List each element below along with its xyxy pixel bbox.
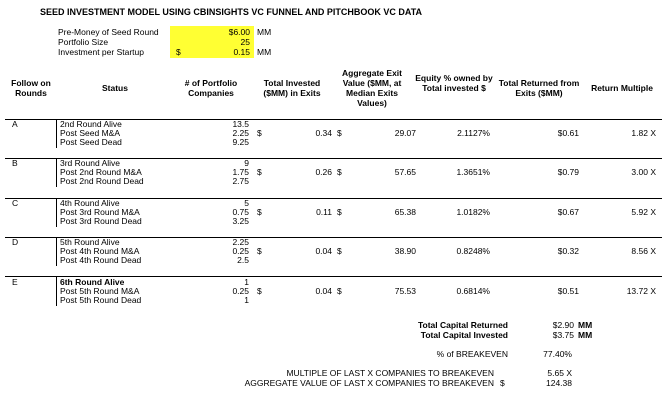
input-label-investment-per-startup: Investment per Startup	[58, 47, 144, 57]
header-return-multiple: Return Multiple	[591, 83, 653, 93]
currency-symbol: $	[257, 167, 262, 177]
breakeven-label: % of BREAKEVEN	[436, 349, 508, 359]
total-capital-returned-value: $2.90	[552, 320, 574, 330]
status-label: Post 3rd Round Dead	[60, 216, 142, 226]
total-capital-invested-unit: MM	[578, 330, 593, 340]
status-label: 4th Round Alive	[60, 198, 120, 208]
input-label-pre-money: Pre-Money of Seed Round	[58, 27, 159, 37]
header-total-invested: Total Invested ($MM) in Exits	[263, 78, 321, 98]
aggregate-last-companies-value: 124.38	[546, 378, 572, 388]
return-multiple: 8.56 X	[631, 246, 656, 256]
round-letter: D	[12, 237, 19, 247]
portfolio-count: 13.5	[232, 119, 249, 129]
equity-owned: 1.3651%	[456, 167, 490, 177]
total-capital-invested-value: $3.75	[552, 330, 574, 340]
column-divider	[56, 119, 57, 148]
round-letter: E	[12, 277, 18, 287]
total-invested: 0.34	[315, 128, 332, 138]
column-divider	[56, 276, 57, 306]
portfolio-count: 2.25	[232, 128, 249, 138]
page-title: SEED INVESTMENT MODEL USING CBINSIGHTS VC FUNNEL AND PITCHBOOK VC DATA	[40, 7, 423, 17]
status-label: Post 4th Round M&A	[60, 246, 140, 256]
equity-owned: 0.6814%	[456, 286, 490, 296]
status-label: 6th Round Alive	[60, 277, 125, 287]
column-divider	[56, 237, 57, 266]
total-returned: $0.61	[557, 128, 579, 138]
return-multiple: 13.72 X	[626, 286, 656, 296]
total-capital-invested-label: Total Capital Invested	[420, 330, 508, 340]
portfolio-count: 5	[244, 198, 249, 208]
portfolio-count: 1.75	[232, 167, 249, 177]
status-label: Post 2nd Round M&A	[60, 167, 142, 177]
status-label: Post 5th Round Dead	[60, 295, 142, 305]
portfolio-count: 0.75	[232, 207, 249, 217]
aggregate-exit-value: 38.90	[394, 246, 416, 256]
total-returned: $0.32	[557, 246, 579, 256]
equity-owned: 2.1127%	[457, 128, 490, 138]
input-value-portfolio-size[interactable]: 25	[240, 37, 250, 47]
header-aggregate-exit-value: Aggregate Exit Value ($MM, at Median Exits Values)	[342, 68, 402, 108]
total-returned: $0.79	[557, 167, 579, 177]
aggregate-exit-value: 57.65	[394, 167, 416, 177]
input-dollar-investment: $	[176, 47, 181, 57]
currency-symbol: $	[337, 167, 342, 177]
round-letter: A	[12, 119, 18, 129]
round-letter: B	[12, 158, 18, 168]
portfolio-count: 1	[244, 277, 249, 287]
status-label: 5th Round Alive	[60, 237, 120, 247]
portfolio-count: 1	[244, 295, 249, 305]
portfolio-count: 0.25	[232, 246, 249, 256]
total-returned: $0.67	[557, 207, 579, 217]
aggregate-exit-value: 29.07	[394, 128, 416, 138]
input-value-investment-per-startup[interactable]: 0.15	[233, 47, 250, 57]
portfolio-count: 2.75	[232, 176, 249, 186]
portfolio-count: 3.25	[232, 216, 249, 226]
currency-symbol: $	[337, 207, 342, 217]
status-label: Post 5th Round M&A	[60, 286, 140, 296]
status-label: Post 4th Round Dead	[60, 255, 142, 265]
header-portfolio-companies: # of Portfolio Companies	[184, 78, 238, 98]
equity-owned: 1.0182%	[456, 207, 490, 217]
return-multiple: 5.92 X	[631, 207, 656, 217]
status-label: Post 2nd Round Dead	[60, 176, 144, 186]
equity-owned: 0.8248%	[456, 246, 490, 256]
input-value-pre-money[interactable]: $6.00	[228, 27, 250, 37]
status-label: Post Seed Dead	[60, 137, 122, 147]
portfolio-count: 9.25	[232, 137, 249, 147]
currency-symbol: $	[257, 286, 262, 296]
total-capital-returned-label: Total Capital Returned	[417, 320, 508, 330]
total-returned: $0.51	[557, 286, 579, 296]
portfolio-count: 2.25	[232, 237, 249, 247]
column-divider	[56, 198, 57, 227]
aggregate-exit-value: 75.53	[394, 286, 416, 296]
round-letter: C	[12, 198, 19, 208]
status-label: Post 3rd Round M&A	[60, 207, 140, 217]
portfolio-count: 0.25	[232, 286, 249, 296]
return-multiple: 3.00 X	[631, 167, 656, 177]
multiple-last-companies-label: MULTIPLE OF LAST X COMPANIES TO BREAKEVEN	[286, 368, 494, 378]
status-label: 3rd Round Alive	[60, 158, 121, 168]
total-invested: 0.04	[315, 246, 332, 256]
aggregate-last-companies-label: AGGREGATE VALUE OF LAST X COMPANIES TO BREAKEVEN	[244, 378, 494, 388]
portfolio-count: 9	[244, 158, 249, 168]
currency-symbol: $	[337, 128, 342, 138]
header-total-returned: Total Returned from Exits ($MM)	[498, 78, 580, 98]
currency-symbol: $	[257, 207, 262, 217]
aggregate-last-companies-dollar: $	[500, 378, 505, 388]
total-invested: 0.26	[315, 167, 332, 177]
currency-symbol: $	[257, 246, 262, 256]
column-divider	[56, 158, 57, 187]
header-equity-owned: Equity % owned by Total invested $	[415, 73, 493, 93]
total-capital-returned-unit: MM	[578, 320, 593, 330]
total-invested: 0.04	[315, 286, 332, 296]
currency-symbol: $	[337, 286, 342, 296]
input-unit-investment: MM	[257, 47, 272, 57]
input-label-portfolio-size: Portfolio Size	[58, 37, 109, 47]
header-status: Status	[102, 83, 128, 93]
input-unit-pre-money: MM	[257, 27, 272, 37]
currency-symbol: $	[337, 246, 342, 256]
breakeven-value: 77.40%	[543, 349, 572, 359]
return-multiple: 1.82 X	[631, 128, 656, 138]
status-label: Post Seed M&A	[60, 128, 121, 138]
multiple-last-companies-value: 5.65 X	[547, 368, 572, 378]
total-invested: 0.11	[316, 207, 332, 217]
aggregate-exit-value: 65.38	[394, 207, 416, 217]
portfolio-count: 2.5	[237, 255, 249, 265]
header-follow-on-rounds: Follow on Rounds	[11, 78, 51, 98]
status-label: 2nd Round Alive	[60, 119, 122, 129]
currency-symbol: $	[257, 128, 262, 138]
